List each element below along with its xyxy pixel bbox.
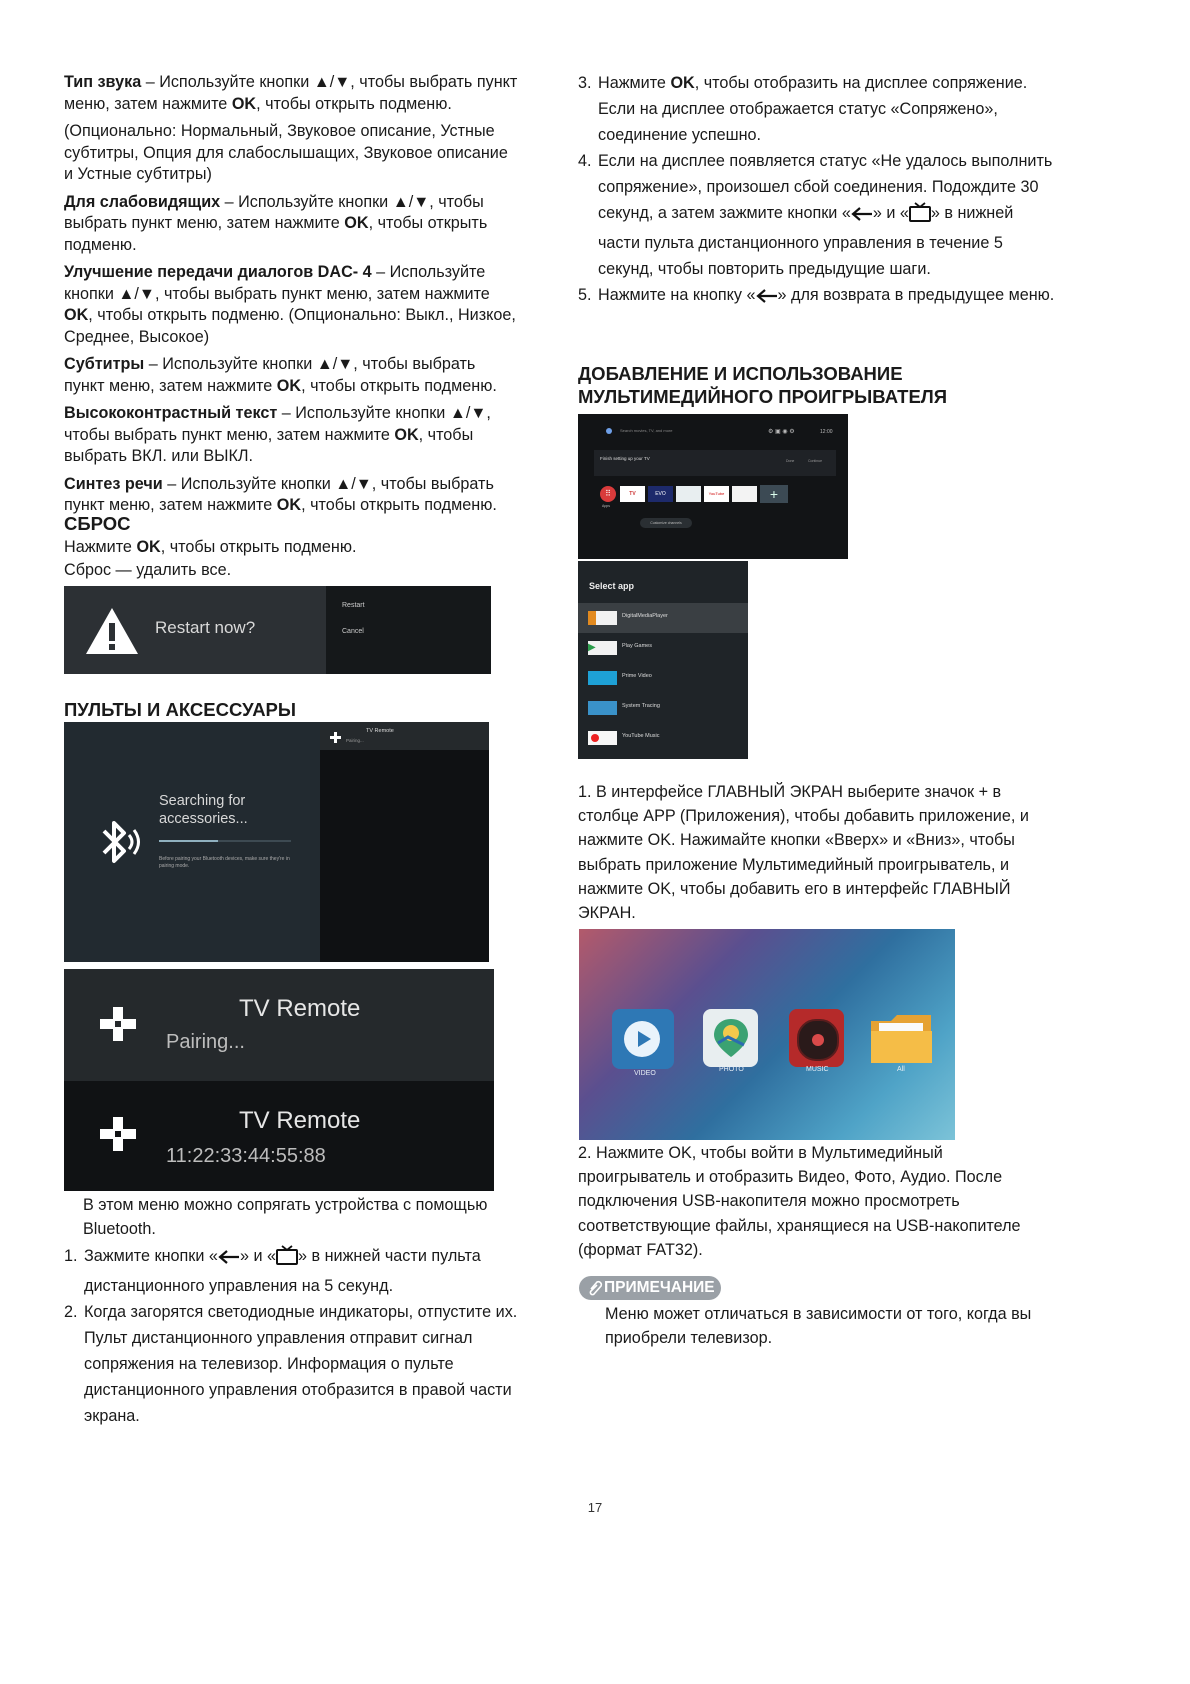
device-name: TV Remote [239, 995, 361, 1022]
photo-icon [712, 1017, 750, 1064]
sound-options-para: (Опционально: Нормальный, Звуковое описание, Устные субтитры, Опция для слабослышащих, Звуковое описание и Устные субтитры) [64, 122, 508, 183]
reset-heading: СБРОС [64, 513, 131, 534]
gamepad-icon [330, 730, 341, 748]
app-tile[interactable] [732, 486, 757, 502]
folder-tile[interactable] [869, 1009, 934, 1065]
pairing-steps-left [64, 1243, 524, 1429]
app-name: Play Games [622, 643, 652, 649]
app-tile[interactable]: TV [620, 486, 645, 502]
note-text: Меню может отличаться в зависимости от того, когда вы приобрели телевизор. [605, 1305, 1032, 1347]
music-tile[interactable] [789, 1009, 844, 1067]
step-5: 5. Нажмите на кнопку « » для возврата в предыдущее меню. [578, 282, 1058, 312]
app-row[interactable] [578, 693, 748, 723]
banner-continue[interactable]: Continue [808, 459, 823, 463]
device-row-pairing[interactable] [64, 969, 494, 1081]
video-tile[interactable] [612, 1009, 674, 1069]
app-name: DigitalMediaPlayer [622, 613, 668, 619]
photo-tile[interactable] [703, 1009, 758, 1067]
app-name: Prime Video [622, 673, 652, 679]
left-column [64, 72, 519, 523]
prime-video-icon [588, 671, 617, 685]
restart-options-panel [326, 586, 491, 674]
note-label: ПРИМЕЧАНИЕ [604, 1279, 715, 1296]
search-hint: Before pairing your Bluetooth devices, make sure they're in pairing mode. [159, 856, 290, 869]
tv-icon [909, 202, 931, 230]
side-device-name: TV Remote [366, 728, 394, 734]
select-app-title: Select app [589, 581, 635, 591]
side-device-status: Pairing... [346, 738, 364, 743]
app-tile[interactable]: EVO [648, 486, 673, 502]
bt-intro: В этом меню можно сопрягать устройства с помощью Bluetooth. [83, 1196, 488, 1238]
media-player-screen [579, 929, 955, 1140]
step-1: 1. Зажмите кнопки « » и « » в нижней части пульта дистанционного управления на 5 секунд. [64, 1247, 481, 1295]
search-progress [159, 840, 291, 842]
back-arrow-icon [756, 286, 778, 312]
home-screen [578, 414, 848, 559]
media-heading: ДОБАВЛЕНИЕ И ИСПОЛЬЗОВАНИЕ МУЛЬТИМЕДИЙНОГО ПРОИГРЫВАТЕЛЯ [578, 363, 948, 407]
restart-dialog [64, 586, 491, 674]
app-name: System Tracing [622, 703, 660, 709]
subtitles-para: Субтитры – Используйте кнопки ▲/▼, чтобы выбрать пункт меню, затем нажмите OK, чтобы открыть подменю. [64, 355, 497, 395]
page-number: 17 [587, 1500, 603, 1515]
tv-icon [276, 1245, 298, 1273]
video-label: VIDEO [634, 1070, 656, 1077]
remotes-heading: ПУЛЬТЫ И АКСЕССУАРЫ [64, 699, 297, 720]
device-name: TV Remote [239, 1107, 361, 1134]
youtube-music-icon [588, 731, 617, 745]
tts-para: Синтез речи – Используйте кнопки ▲/▼, чтобы выбрать пункт меню, затем нажмите OK, чтобы открыть подменю. [64, 474, 497, 514]
warning-icon [84, 606, 140, 661]
device-row-paired[interactable] [64, 1081, 494, 1191]
bluetooth-icon [96, 817, 144, 872]
pairing-steps-right [578, 70, 1058, 312]
step-3: 3. Нажмите OK, чтобы отобразить на дисплее сопряжение. Если на дисплее отображается статус «Сопряжено», соединение успешно. [578, 74, 1028, 144]
app-row[interactable] [578, 633, 748, 663]
app-row[interactable] [578, 723, 748, 753]
side-device-row[interactable] [320, 722, 489, 750]
banner-done[interactable]: Done [786, 459, 795, 463]
vinyl-icon [797, 1019, 839, 1061]
device-list-screen [64, 969, 494, 1191]
sound-type-para: Тип звука – Используйте кнопки ▲/▼, чтобы выбрать пункт меню, затем нажмите OK, чтобы открыть подменю. [64, 73, 518, 113]
plus-icon: + [769, 486, 779, 502]
home-search[interactable]: Search movies, TV, and more [620, 428, 673, 433]
home-banner [594, 450, 836, 476]
device-status: Pairing... [166, 1031, 245, 1053]
step-2: 2. Когда загорятся светодиодные индикаторы, отпустите их. Пульт дистанционного управления отправит сигнал сопряжения на телевизор. Информация о пульте дистанционного управления отобразится в правой части экрана. [64, 1303, 518, 1425]
step-4: 4. Если на дисплее появляется статус «Не удалось выполнить сопряжение», произошел сбой соединения. Подождите 30 секунд, а затем зажмите кнопки « » и « » в нижней части пульта дистанционного управления в течение 5 секунд, чтобы повторить предыдущие шаги. [578, 152, 1053, 278]
app-tiles-row [620, 486, 788, 502]
back-arrow-icon [218, 1247, 240, 1273]
apps-label: Apps [602, 504, 610, 508]
app-name: YouTube Music [622, 733, 660, 739]
app-row[interactable] [578, 663, 748, 693]
select-app-screen [578, 561, 748, 759]
banner-text: Finish setting up your TV [600, 456, 650, 461]
customize-channels-button[interactable]: Customize channels [640, 518, 692, 528]
app-tile[interactable] [676, 486, 701, 502]
note-badge [579, 1276, 721, 1300]
photo-label: PHOTO [719, 1066, 744, 1073]
gamepad-icon [100, 1117, 136, 1156]
visually-impaired-para: Для слабовидящих – Используйте кнопки ▲/▼, чтобы выбрать пункт меню, затем нажмите OK, чтобы открыть подменю. [64, 192, 488, 254]
device-mac: 11:22:33:44:55:88 [166, 1145, 326, 1167]
bt-search-screen [64, 722, 489, 962]
restart-option[interactable]: Restart [342, 602, 365, 609]
home-status-icons: ⚙ ▣ ◉ ⚙ [768, 429, 795, 435]
system-tracing-icon [588, 701, 617, 715]
cancel-option[interactable]: Cancel [342, 628, 364, 635]
restart-question: Restart now? [155, 618, 256, 637]
dac4-para: Улучшение передачи диалогов DAC- 4 – Используйте кнопки ▲/▼, чтобы выбрать пункт меню, затем нажмите OK, чтобы открыть подменю. (Опционально: Выкл., Низкое, Среднее, Высокое) [64, 263, 516, 346]
gamepad-icon [100, 1007, 136, 1046]
search-title: Searching for accessories... [159, 793, 248, 827]
home-time: 12:00 [820, 429, 833, 435]
dmp-app-icon [588, 611, 617, 625]
app-row-selected[interactable] [578, 603, 748, 633]
music-label: MUSIC [806, 1066, 829, 1073]
all-label: All [897, 1066, 905, 1073]
paperclip-icon [587, 1279, 603, 1302]
media-para-1: 1. В интерфейсе ГЛАВНЫЙ ЭКРАН выберите значок + в столбце APP (Приложения), чтобы добавить приложение, и нажмите OK. Нажимайте кнопки «Вверх» и «Вниз», чтобы выбрать приложение Мультимедийный проигрыватель, и нажмите OK, чтобы добавить его в интерфейс ГЛАВНЫЙ ЭКРАН. [578, 783, 1029, 923]
play-games-icon: ▶ [588, 641, 617, 655]
folder-icon [869, 1009, 934, 1070]
add-app-tile[interactable] [760, 485, 788, 503]
apps-button[interactable]: ⠿ [600, 486, 616, 502]
assistant-icon [606, 428, 612, 434]
media-para-2: 2. Нажмите OK, чтобы войти в Мультимедийный проигрыватель и отобразить Видео, Фото, Аудио. После подключения USB-накопителя можно просмотреть соответствующие файлы, хранящиеся на USB-накопителе (формат FAT32). [578, 1144, 1021, 1259]
search-side-panel [320, 722, 489, 962]
reset-text: Нажмите OK, чтобы открыть подменю. Сброс — удалить все. [64, 538, 357, 579]
app-tile[interactable]: YouTube [704, 486, 729, 502]
back-arrow-icon [851, 204, 873, 230]
high-contrast-para: Высококонтрастный текст – Используйте кнопки ▲/▼, чтобы выбрать пункт меню, затем нажмите OK, чтобы выбрать ВКЛ. или ВЫКЛ. [64, 404, 491, 465]
play-icon [624, 1021, 660, 1057]
